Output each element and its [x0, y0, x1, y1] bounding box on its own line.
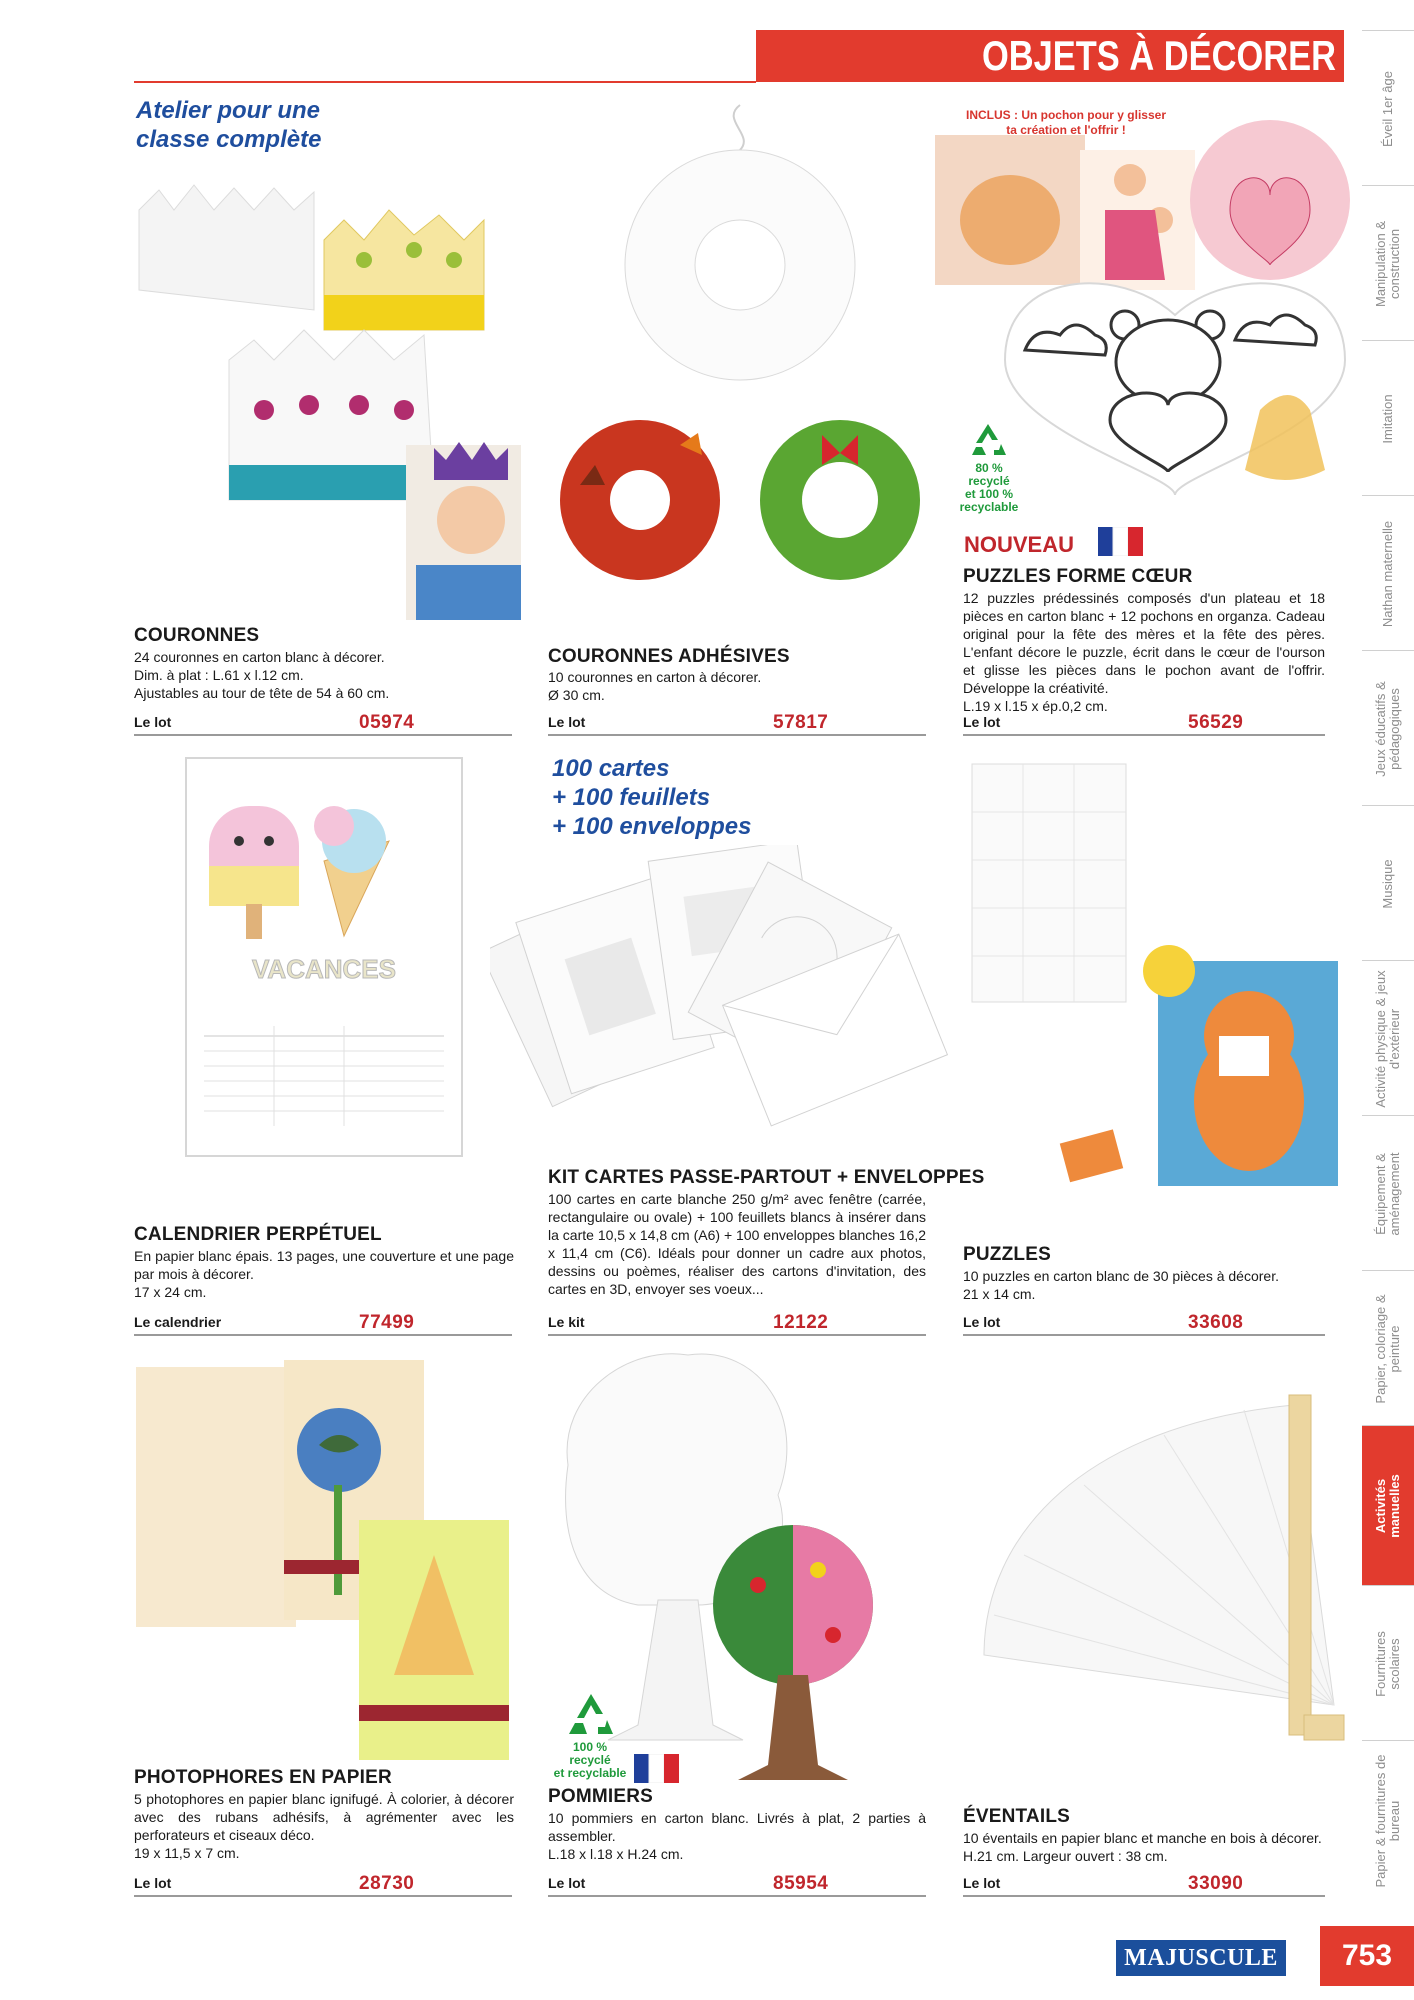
- product-code[interactable]: 05974: [359, 712, 415, 733]
- desc-line: Ajustables au tour de tête de 54 à 60 cm.: [134, 685, 390, 701]
- sidebar-item-equipement[interactable]: [1362, 1115, 1414, 1271]
- sidebar-item-label: Papier & fournitures de bureau: [1373, 1754, 1402, 1888]
- callout-line: ta création et l'offrir !: [1006, 123, 1126, 137]
- badge-line: recyclé: [569, 1753, 611, 1767]
- product-title: POMMIERS: [548, 1786, 654, 1807]
- green-wreath-hole: [802, 462, 878, 538]
- sidebar-item-nathan[interactable]: [1362, 495, 1414, 651]
- pink-crown: [793, 1525, 873, 1685]
- badge-line: 100 %: [572, 1740, 608, 1754]
- bear-head: [1116, 320, 1220, 404]
- gem: [356, 252, 372, 268]
- product-description: [963, 1267, 1325, 1303]
- unit-label: Le lot: [134, 714, 172, 730]
- promo-line: 100 cartes: [552, 755, 670, 782]
- page-title: OBJETS À DÉCORER: [981, 32, 1336, 79]
- gem: [406, 242, 422, 258]
- price-row: [963, 712, 1325, 736]
- crown-white: [139, 185, 314, 310]
- header-rule: [134, 81, 756, 83]
- sidebar-item-label: Activité physique & jeux d'extérieur: [1373, 969, 1402, 1108]
- sidebar-item-label: Jeux éducatifs & pédagogiques: [1373, 680, 1402, 777]
- unit-label: Le kit: [548, 1314, 585, 1330]
- sidebar-item-musique[interactable]: [1362, 805, 1414, 961]
- ice-lolly-drip: [209, 866, 299, 906]
- eye: [264, 836, 274, 846]
- gem: [254, 400, 274, 420]
- product-description: [963, 589, 1325, 715]
- unit-label: Le lot: [963, 714, 1001, 730]
- promo-atelier: [136, 96, 321, 154]
- recycle-icon: [565, 1690, 617, 1740]
- product-code[interactable]: 33090: [1188, 1873, 1244, 1894]
- french-flag-icon: [634, 1754, 679, 1783]
- desc-line: Dim. à plat : L.61 x l.12 cm.: [134, 667, 304, 683]
- apple: [825, 1627, 841, 1643]
- desc-line: 17 x 24 cm.: [134, 1284, 207, 1300]
- loose-piece: [1060, 1129, 1123, 1182]
- sidebar-item-jeux-educatifs[interactable]: [1362, 650, 1414, 806]
- unit-label: Le lot: [548, 714, 586, 730]
- sidebar-item-label: Activités manuelles: [1373, 1474, 1402, 1538]
- price-row: [548, 1312, 926, 1336]
- badge-line: et 100 %: [964, 487, 1014, 501]
- sidebar-item-papier-coloriage[interactable]: [1362, 1270, 1414, 1426]
- desc-line: H.21 cm. Largeur ouvert : 38 cm.: [963, 1848, 1168, 1864]
- calendar-word: VACANCES: [252, 954, 396, 984]
- child-shirt: [416, 565, 521, 620]
- adhesive-crowns-image: [540, 95, 930, 605]
- sidebar-item-fournitures-bureau[interactable]: [1362, 1740, 1414, 1901]
- sidebar-item-label: Nathan maternelle: [1380, 520, 1395, 627]
- product-code[interactable]: 28730: [359, 1873, 415, 1894]
- stem: [334, 1485, 342, 1595]
- desc-line: L.19 x l.15 x ép.0,2 cm.: [963, 698, 1108, 714]
- promo-line: + 100 feuillets: [552, 784, 711, 811]
- product-code[interactable]: 33608: [1188, 1312, 1244, 1333]
- desc-line: Ø 30 cm.: [548, 687, 605, 703]
- desc-line: 21 x 14 cm.: [963, 1286, 1036, 1302]
- product-description: [134, 648, 514, 702]
- hanging-ribbon: [734, 105, 744, 150]
- sidebar-item-label: Musique: [1380, 858, 1395, 909]
- apple: [750, 1577, 766, 1593]
- brand-logo: MAJUSCULE: [1116, 1940, 1286, 1976]
- sidebar-item-label: Imitation: [1380, 393, 1395, 444]
- lolly-stick: [246, 904, 262, 939]
- sidebar-item-fournitures-scolaires[interactable]: [1362, 1585, 1414, 1741]
- product-description: [134, 1247, 514, 1301]
- included-callout: [950, 108, 1182, 138]
- cards-image: [490, 845, 960, 1145]
- price-row: [548, 1873, 926, 1897]
- product-title: KIT CARTES PASSE-PARTOUT + ENVELOPPES: [548, 1167, 985, 1188]
- recycle-icon: [968, 420, 1008, 462]
- unit-label: Le calendrier: [134, 1314, 222, 1330]
- product-title: ÉVENTAILS: [963, 1806, 1071, 1827]
- sidebar-item-imitation[interactable]: [1362, 340, 1414, 496]
- eye: [234, 836, 244, 846]
- desc-paragraph: 12 puzzles prédessinés composés d'un plateau et 18 pièces en carton blanc + 12 pochons en organza. Cadeau original pour la fête des mères et la fête des pères. L'enfant décore le puzzle, écrit dans le cœur de l'ourson et glisse les pièces dans le pochon avant de l'offrir. Développe la créativité.: [963, 590, 1325, 696]
- crowns-image: [134, 180, 524, 625]
- calendar-image: [184, 756, 464, 1158]
- mom-body: [1105, 210, 1165, 280]
- product-title: COURONNES ADHÉSIVES: [548, 646, 790, 667]
- fan-handle: [1289, 1395, 1311, 1735]
- sidebar-item-activites-manuelles[interactable]: [1362, 1425, 1414, 1586]
- sidebar-item-label: Équipement & aménagement: [1373, 1151, 1402, 1236]
- page-number: 753: [1320, 1926, 1414, 1986]
- promo-line: classe complète: [136, 126, 322, 153]
- desc-paragraph: 5 photophores en papier blanc ignifugé. À colorier, à décorer avec des rubans adhésifs, à agrémenter avec les perforateurs et ciseaux déco.: [134, 1791, 514, 1843]
- lanterns-image: [134, 1355, 514, 1765]
- price-row: [134, 712, 512, 736]
- french-flag-icon: [1098, 527, 1143, 556]
- child-face: [437, 486, 505, 554]
- sidebar-item-eveil[interactable]: [1362, 30, 1414, 186]
- product-description: 100 cartes en carte blanche 250 g/m² avec fenêtre (carrée, rectangulaire ou ovale) + 100 feuillets blancs à insérer dans la carte 10,5 x 14,8 cm (A6) + 100 enveloppes blanches 16,2 x 11,4 cm (C6). Idéals pour donner un cadre aux photos, dessins ou poèmes, réaliser des cartons d'invitation, des cartes en 3D, envoyer ses voeux...: [548, 1191, 926, 1297]
- gem: [446, 252, 462, 268]
- unit-label: Le lot: [134, 1875, 172, 1891]
- sun: [1143, 945, 1195, 997]
- blank-puzzle: [972, 764, 1126, 1002]
- recycle-badge-pommiers: [548, 1741, 632, 1780]
- desc-line: 24 couronnes en carton blanc à décorer.: [134, 649, 385, 665]
- section-sidebar: [1362, 30, 1414, 1900]
- price-row: [963, 1312, 1325, 1336]
- lantern-band: [359, 1705, 509, 1721]
- promo-line: + 100 enveloppes: [552, 813, 752, 840]
- recycle-badge-puzzle: [958, 462, 1020, 514]
- fan-paper: [984, 1405, 1334, 1705]
- product-description: [548, 1809, 926, 1863]
- gem: [394, 400, 414, 420]
- gem: [349, 395, 369, 415]
- missing-piece: [1219, 1036, 1269, 1076]
- product-description: [134, 1790, 514, 1862]
- badge-line: 80 %: [975, 461, 1003, 475]
- ice-cream-scoop: [314, 806, 354, 846]
- crown-blue-band: [229, 465, 434, 500]
- unit-label: Le lot: [963, 1314, 1001, 1330]
- desc-line: 10 puzzles en carton blanc de 30 pièces à décorer.: [963, 1268, 1279, 1284]
- desc-paragraph: 10 pommiers en carton blanc. Livrés à plat, 2 parties à assembler.: [548, 1810, 926, 1844]
- product-title: PUZZLES: [963, 1244, 1051, 1265]
- fan-handle-end: [1304, 1715, 1344, 1740]
- sidebar-item-label: Fournitures scolaires: [1373, 1630, 1402, 1697]
- mom-face: [1114, 164, 1146, 196]
- callout-line: INCLUS : Un pochon pour y glisser: [965, 108, 1166, 122]
- desc-paragraph: En papier blanc épais. 13 pages, une couverture et une page par mois à décorer.: [134, 1248, 514, 1282]
- lantern-back: [136, 1367, 296, 1627]
- desc-line: 19 x 11,5 x 7 cm.: [134, 1845, 240, 1861]
- price-row: [963, 1873, 1325, 1897]
- badge-line: recyclé: [968, 474, 1010, 488]
- desc-line: 10 éventails en papier blanc et manche en bois à décorer.: [963, 1830, 1322, 1846]
- product-title: COURONNES: [134, 625, 260, 646]
- wreath-hole: [695, 220, 785, 310]
- crown-yellow-band: [324, 295, 484, 330]
- promo-cartes: [552, 754, 751, 841]
- badge-line: et recyclable: [553, 1766, 627, 1780]
- promo-line: Atelier pour une: [136, 97, 321, 124]
- new-badge: NOUVEAU: [964, 532, 1075, 557]
- product-code[interactable]: 77499: [359, 1312, 415, 1333]
- gem: [299, 395, 319, 415]
- unit-label: Le lot: [963, 1875, 1001, 1891]
- sidebar-item-manipulation[interactable]: [1362, 185, 1414, 341]
- product-description: [548, 668, 928, 704]
- colored-trunk: [738, 1675, 848, 1780]
- sidebar-item-label: Manipulation & construction: [1373, 220, 1402, 307]
- product-description: [963, 1829, 1325, 1865]
- apple: [810, 1562, 826, 1578]
- desc-line: 10 couronnes en carton à décorer.: [548, 669, 762, 685]
- desc-line: L.18 x l.18 x H.24 cm.: [548, 1846, 684, 1862]
- sidebar-item-label: Papier, coloriage & peinture: [1373, 1293, 1402, 1404]
- badge-line: recyclable: [959, 500, 1019, 514]
- product-title: PHOTOPHORES EN PAPIER: [134, 1767, 392, 1788]
- organza-bag: [960, 175, 1060, 265]
- product-code[interactable]: 12122: [773, 1312, 829, 1333]
- price-row: [548, 712, 926, 736]
- sidebar-item-activite-physique[interactable]: [1362, 960, 1414, 1116]
- product-code[interactable]: 85954: [773, 1873, 829, 1894]
- fan-image: [964, 1385, 1349, 1770]
- puzzles-image: [964, 756, 1349, 1186]
- price-row: [134, 1873, 512, 1897]
- product-title: PUZZLES FORME CŒUR: [963, 566, 1193, 587]
- product-code[interactable]: 56529: [1188, 712, 1244, 733]
- unit-label: Le lot: [548, 1875, 586, 1891]
- autumn-wreath-hole: [610, 470, 670, 530]
- product-code[interactable]: 57817: [773, 712, 829, 733]
- product-title: CALENDRIER PERPÉTUEL: [134, 1224, 382, 1245]
- price-row: [134, 1312, 512, 1336]
- sidebar-item-label: Éveil 1er âge: [1380, 70, 1395, 147]
